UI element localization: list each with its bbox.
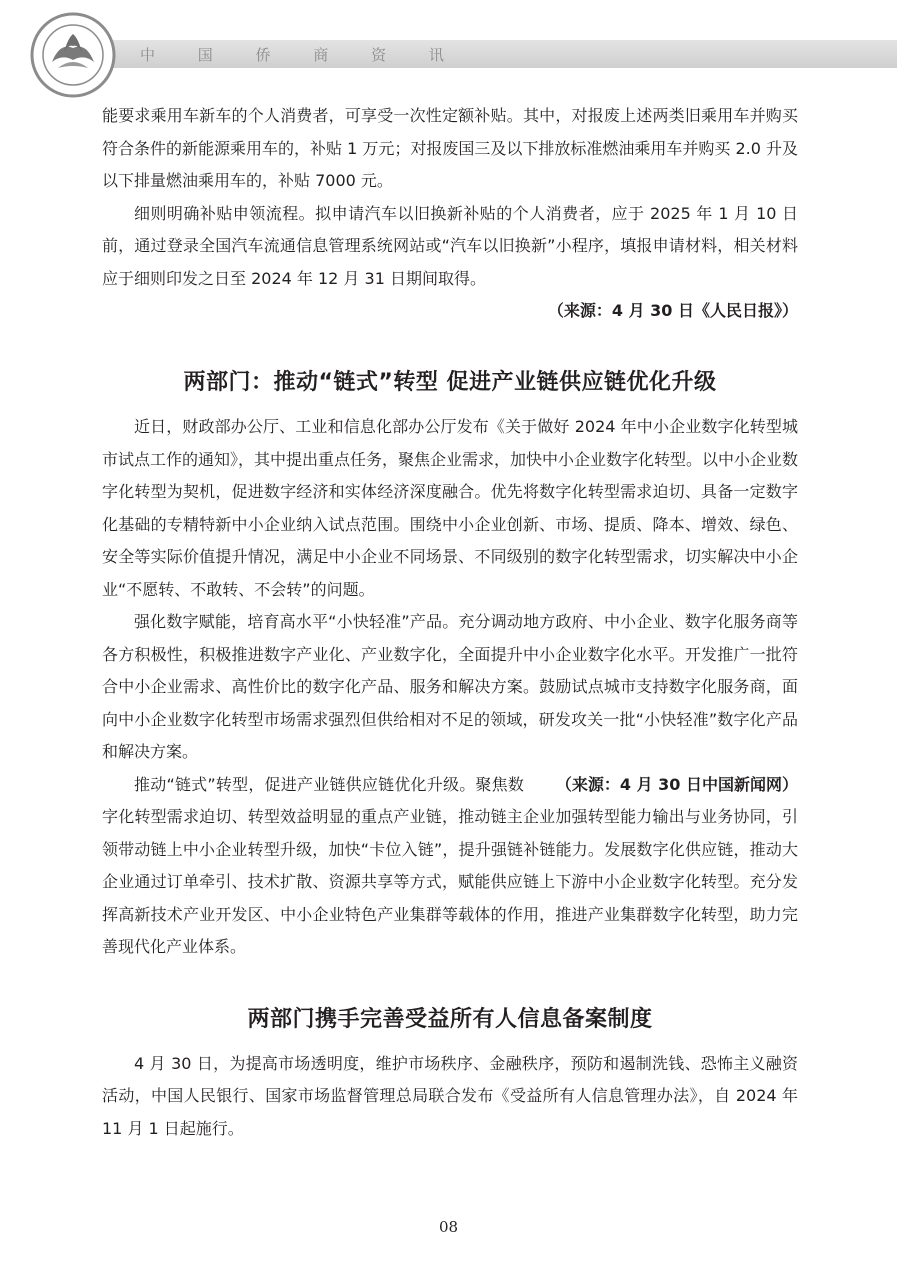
paragraph: 细则明确补贴申领流程。拟申请汽车以旧换新补贴的个人消费者，应于 2025 年 1 月 10 日前，通过登录全国汽车流通信息管理系统网站或“汽车以旧换新”小程序，填报申请材料，相关材料应于细则印发之日至 2024 年 12 月 31 日期间取得。 [102, 203, 798, 288]
header-title: 中 国 侨 商 资 讯 [140, 46, 463, 64]
logo-icon [30, 12, 116, 98]
paragraph-text: 推动“链式”转型，促进产业链供应链优化升级。聚焦数字化转型需求迫切、转型效益明显的重点产业链，推动链主企业加强转型能力输出与业务协同，引领带动链上中小企业转型升级，加快“卡位入链”，提升强链补链能力。发展数字化供应链，推动大企业通过订单牵引、技术扩散、资源共享等方式，赋能供应链上下游中小企业数字化转型。充分发挥高新技术产业开发区、中小企业特色产业集群等载体的作用，推进产业集群数字化转型，助力完善现代化产业体系。 [102, 774, 798, 956]
paragraph: 近日，财政部办公厅、工业和信息化部办公厅发布《关于做好 2024 年中小企业数字化转型城市试点工作的通知》，其中提出重点任务，聚焦企业需求，加快中小企业数字化转型。以中小企业数字化转型为契机，促进数字经济和实体经济深度融合。优先将数字化转型需求迫切、具备一定数字化基础的专精特新中小企业纳入试点范围。围绕中小企业创新、市场、提质、降本、增效、绿色、安全等实际价值提升情况，满足中小企业不同场景、不同级别的数字化转型需求，切实解决中小企业“不愿转、不敢转、不会转”的问题。 [102, 417, 799, 599]
source-note: （来源：4 月 30 日《人民日报》） [547, 301, 798, 320]
source-note: （来源：4 月 30 日中国新闻网） [555, 774, 798, 794]
paragraph: 强化数字赋能，培育高水平“小快轻准”产品。充分调动地方政府、中小企业、数字化服务商等各方积极性，积极推进数字产业化、产业数字化，全面提升中小企业数字化水平。开发推广一批符合中小企业需求、高性价比的数字化产品、服务和解决方案。鼓励试点城市支持数字化服务商，面向中小企业数字化转型市场需求强烈但供给相对不足的领域，研发攻关一批“小快轻准”数字化产品和解决方案。 [102, 612, 798, 761]
page-number: 08 [438, 1218, 459, 1236]
page-content [102, 100, 798, 1145]
article-title: 两部门：推动“链式”转型 促进产业链供应链优化升级 [183, 370, 717, 395]
paragraph: 4 月 30 日，为提高市场透明度，维护市场秩序、金融秩序，预防和遏制洗钱、恐怖主义融资活动，中国人民银行、国家市场监督管理总局联合发布《受益所有人信息管理办法》，自 2024 年 11 月 1 日起施行。 [102, 1053, 798, 1138]
paragraph: 能要求乘用车新车的个人消费者，可享受一次性定额补贴。其中，对报废上述两类旧乘用车并购买符合条件的新能源乘用车的，补贴 1 万元；对报废国三及以下排放标准燃油乘用车并购买 2.0 升及以下排量燃油乘用车的，补贴 7000 元。 [102, 106, 798, 190]
article-title: 两部门携手完善受益所有人信息备案制度 [247, 1006, 653, 1032]
paragraph [102, 769, 798, 964]
